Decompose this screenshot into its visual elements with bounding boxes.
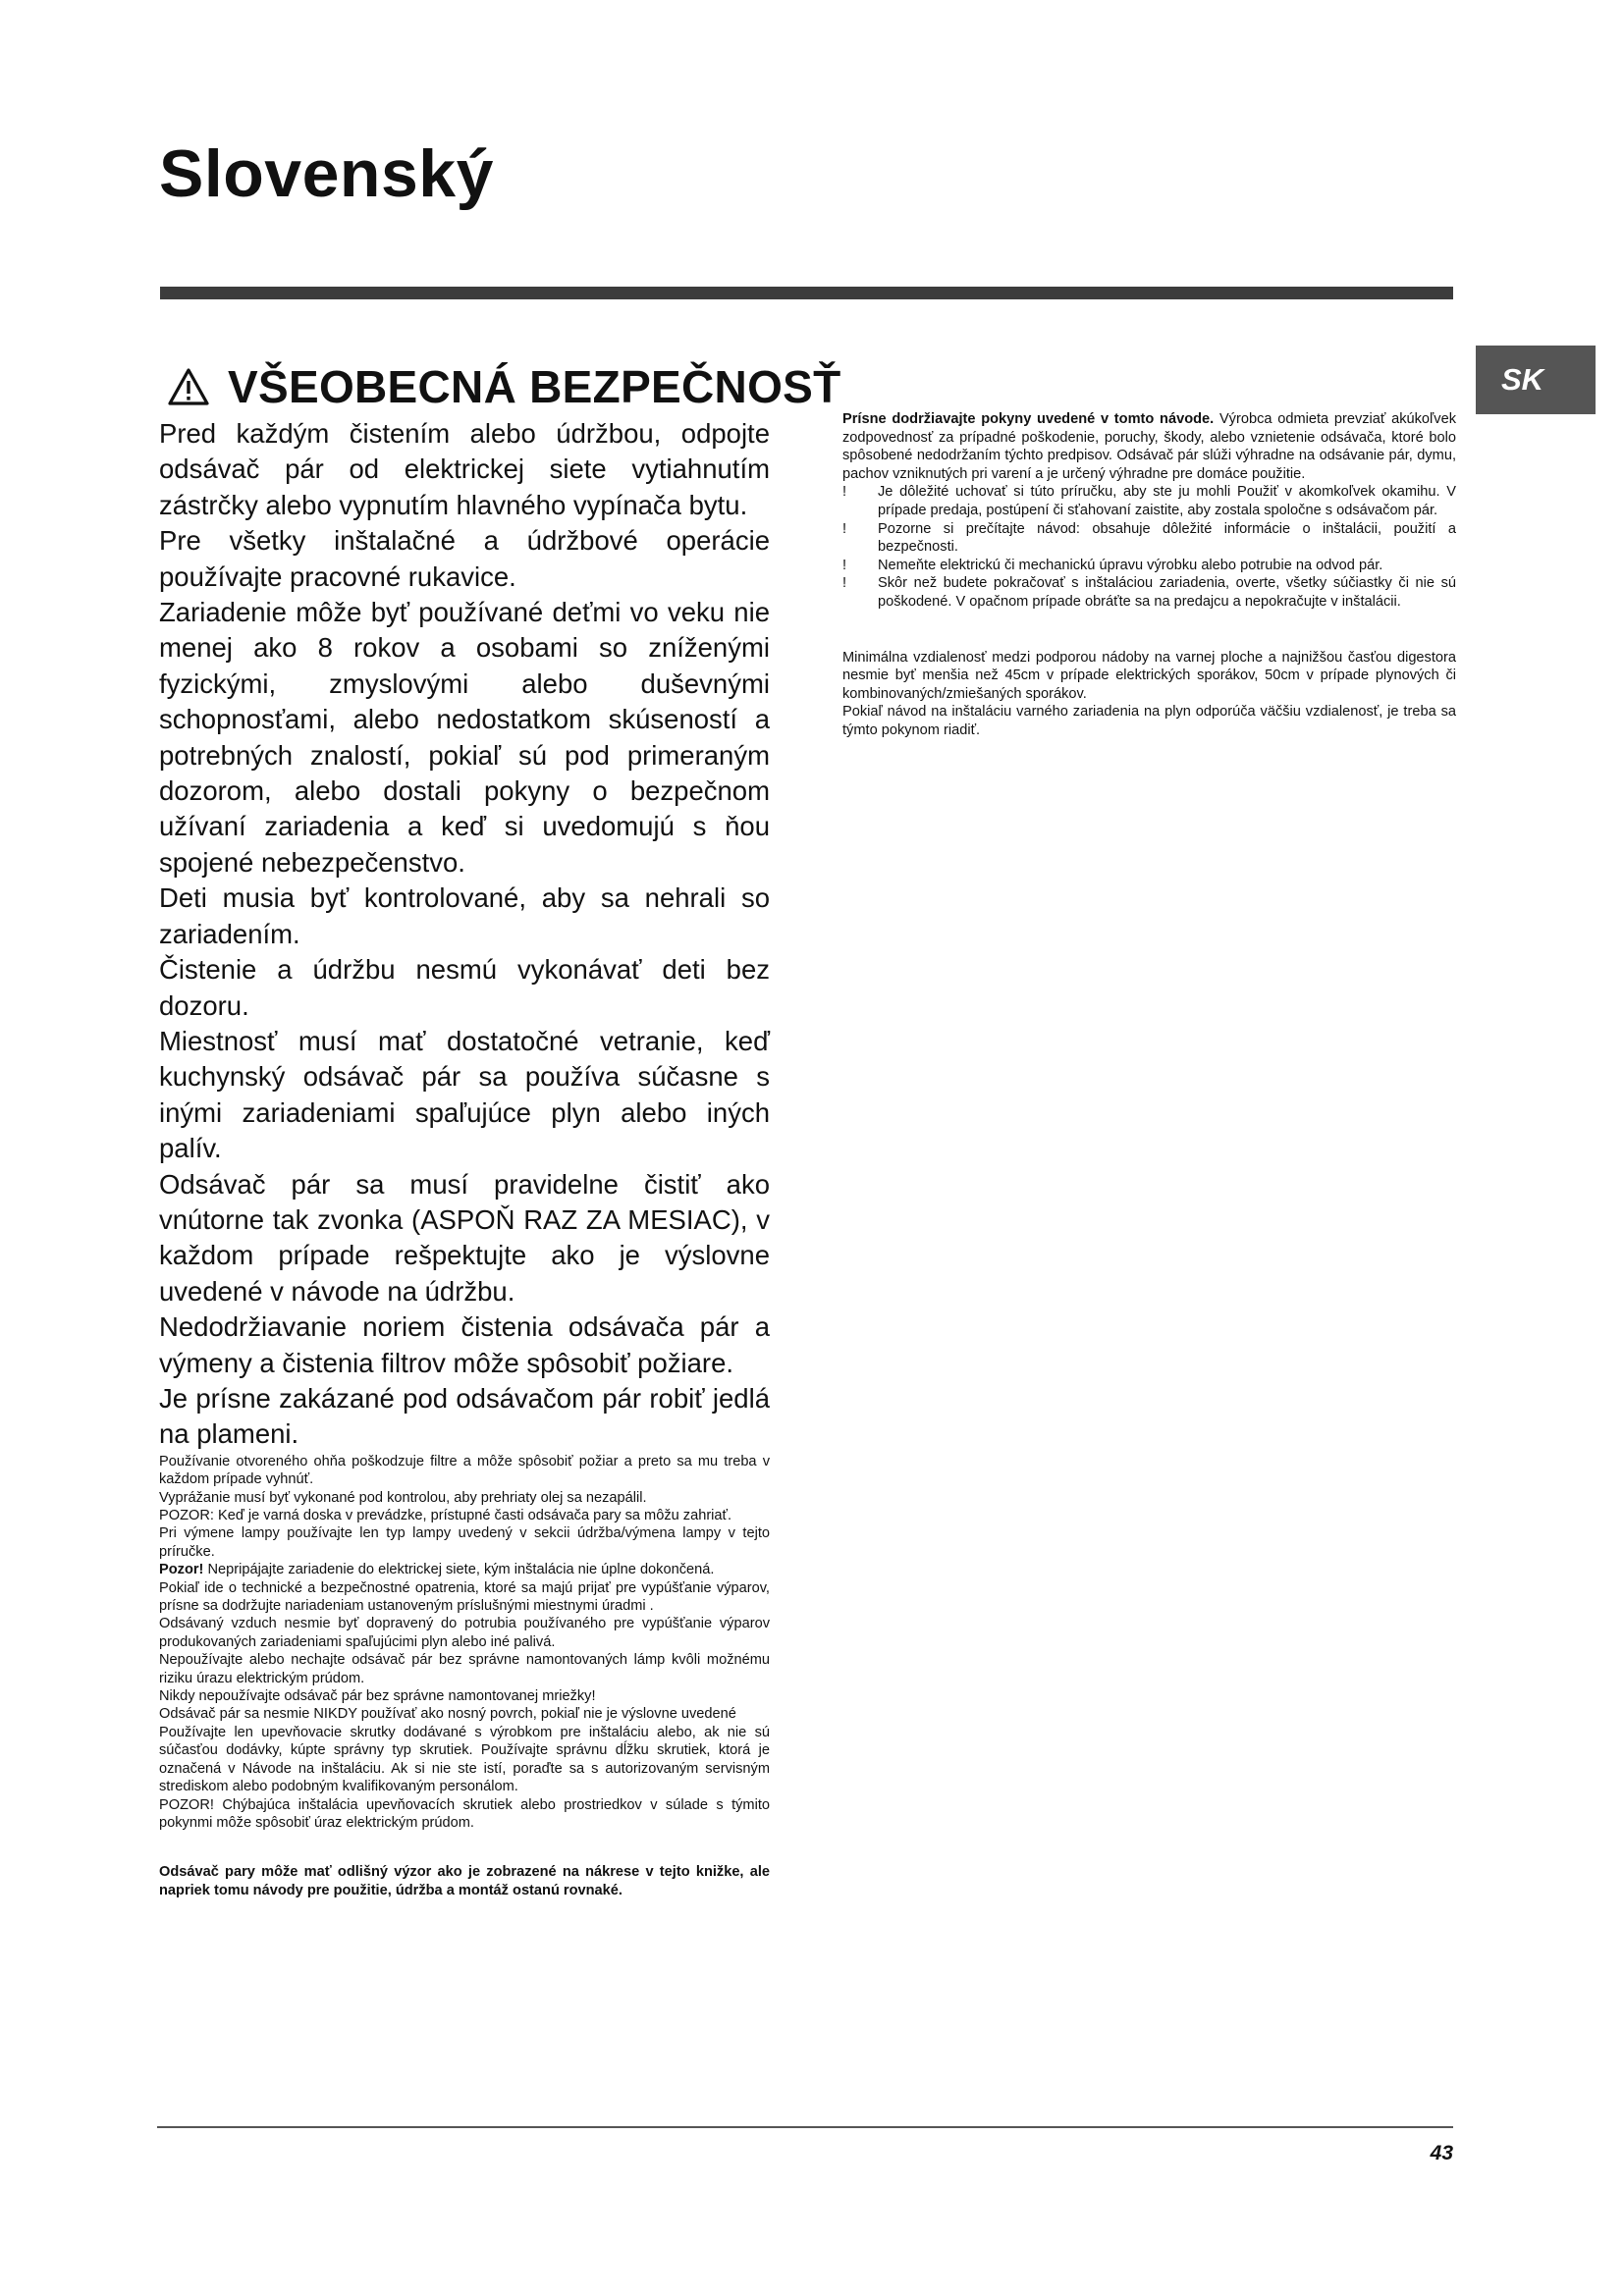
list-item [842,574,1456,611]
pozor-label: Pozor! [159,1562,204,1578]
pozor-text: Nepripájajte zariadenie do elektrickej siete, kým inštalácia nie úplne dokončená. [203,1562,715,1578]
exclamation-mark: ! [842,557,847,573]
distance-paragraph: Minimálna vzdialenosť medzi podporou nádoby na varnej ploche a najnižšou časťou digestora nesmie byť menšia než 45cm v prípade elektrických sporákov, 50cm v prípade plynových či kombinovaných/zmiešaných sporákov. [842,649,1456,702]
exclamation-mark: ! [842,520,847,537]
instruction-list [842,483,1456,611]
distance-note: Pokiaľ návod na inštaláciu varného zariadenia na plyn odporúča väčšiu vzdialenosť, je treba sa týmto pokynom riadiť. [842,704,1456,738]
warning-paragraph: Odsávač pár sa musí pravidelne čistiť ako vnútorne tak zvonka (ASPOŇ RAZ ZA MESIAC), v každom prípade rešpektujte ako je výslovne uvedené v návode na údržbu. [159,1168,770,1307]
left-column [159,361,841,1899]
appearance-notice [159,1863,770,1899]
large-warnings [159,416,770,1453]
warning-paragraph: Pred každým čistením alebo údržbou, odpojte odsávač pár od elektrickej siete vytiahnutím zástrčky alebo vypnutím hlavného vypínača bytu. [159,418,770,520]
distance-section [842,649,1456,740]
warning-paragraph: Deti musia byť kontrolované, aby sa nehrali so zariadením. [159,882,770,949]
warning-paragraph: Nedodržiavanie noriem čistenia odsávača pár a výmeny a čistenia filtrov môže spôsobiť požiare. [159,1311,770,1378]
exclamation-mark: ! [842,575,847,592]
footer-rule [157,2126,1453,2128]
list-item-text: Nemeňte elektrickú či mechanickú úpravu výrobku alebo potrubie na odvod pár. [878,557,1383,573]
warning-paragraph: Čistenie a údržbu nesmú vykonávať deti bez dozoru. [159,954,770,1021]
small-warnings [159,1453,770,1833]
small-paragraph: Odsávač pár sa nesmie NIKDY používať ako nosný povrch, pokiaľ nie je výslovne uvedené [159,1706,736,1723]
appearance-notice-text: Odsávač pary môže mať odlišný výzor ako je zobrazené na nákrese v tejto knižke, ale napriek tomu návody pre použitie, údržba a montáž ostanú rovnaké. [159,1864,770,1898]
header-rule [160,287,1453,299]
small-paragraph: Nikdy nepoužívajte odsávač pár bez správne namontovanej mriežky! [159,1688,596,1705]
list-item [842,483,1456,519]
warning-paragraph: Pre všetky inštalačné a údržbové operácie používajte pracovné rukavice. [159,525,770,592]
list-item-text: Skôr než budete pokračovať s inštaláciou zariadenia, overte, všetky súčiastky či nie sú poškodené. V opačnom prípade obráťte sa na predajcu a nepokračujte v inštalácii. [878,575,1456,610]
list-item-text: Je dôležité uchovať si túto príručku, aby ste ju mohli Použiť v akomkoľvek okamihu. V prípade predaja, postúpení či sťahovaní zaistite, aby zostala spoločne s odsávačom pár. [878,484,1456,518]
warning-triangle-icon [167,367,210,406]
small-paragraph: POZOR: Keď je varná doska v prevádzke, prístupné časti odsávača pary sa môžu zahriať. [159,1508,732,1523]
section-heading-text: VŠEOBECNÁ BEZPEČNOSŤ [228,361,841,412]
warning-paragraph: Zariadenie môže byť používané deťmi vo veku nie menej ako 8 rokov a osobami so zníženými fyzickými, zmyslovými alebo duševnými schopnosťami, alebo nedostatkom skúseností a potrebných znalostí, pokiaľ sú pod primeraným dozorom, alebo dostali pokyny o bezpečnom užívaní zariadenia a keď si uvedomujú s ňou spojené nebezpečenstvo. [159,597,770,878]
small-paragraph: POZOR! Chýbajúca inštalácia upevňovacích skrutiek alebo prostriedkov v súlade s týmito pokynmi môže spôsobiť úraz elektrickým prúdom. [159,1796,770,1831]
language-tab: SK [1476,346,1596,414]
small-paragraph: Vyprážanie musí byť vykonané pod kontrolou, aby prehriaty olej sa nezapálil. [159,1489,647,1506]
page-number: 43 [1430,2142,1453,2164]
right-column [842,410,1456,740]
small-paragraph: Používajte len upevňovacie skrutky dodávané s výrobkom pre inštaláciu alebo, ak nie sú súčasťou dodávky, kúpte správny typ skrutiek. Používajte správnu dĺžku skrutiek, ktorá je označená v Návode na inštaláciu. Ak si nie ste istí, poraďte sa s autorizovaným servisným strediskom alebo podobným kvalifikovaným personálom. [159,1724,770,1795]
section-heading [159,361,841,412]
page-title: Slovenský [159,136,494,211]
intro-bold: Prísne dodržiavajte pokyny uvedené v tomto návode. [842,411,1215,427]
exclamation-mark: ! [842,484,847,501]
warning-paragraph: Miestnosť musí mať dostatočné vetranie, keď kuchynský odsávač pár sa používa súčasne s inými zariadeniami spaľujúce plyn alebo iných palív. [159,1025,770,1164]
pozor-paragraph [159,1561,770,1578]
list-item [842,557,1456,575]
small-paragraph: Používanie otvoreného ohňa poškodzuje filtre a môže spôsobiť požiar a preto sa mu treba v každom prípade vyhnúť. [159,1453,770,1488]
warning-paragraph: Je prísne zakázané pod odsávačom pár robiť jedlá na plameni. [159,1382,770,1450]
small-paragraph: Pokiaľ ide o technické a bezpečnostné opatrenia, ktoré sa majú prijať pre vypúšťanie výparov, prísne sa dodržujte nariadeniam ustanoveným príslušnými miestnymi úradmi . [159,1579,770,1615]
small-paragraph: Pri výmene lampy používajte len typ lampy uvedený v sekcii údržba/výmena lampy v tejto príručke. [159,1525,770,1560]
list-item [842,520,1456,557]
small-paragraph: Odsávaný vzduch nesmie byť dopravený do potrubia používaného pre vypúšťanie výparov produkovaných zariadeniami spaľujúcimi plyn alebo iné palivá. [159,1616,770,1650]
small-paragraph: Nepoužívajte alebo nechajte odsávač pár bez správne namontovaných lámp kvôli možnému riziku úrazu elektrickým prúdom. [159,1652,770,1686]
intro-paragraph [842,410,1456,483]
intro-text: Výrobca odmieta prevziať akúkoľvek zodpovednosť za prípadné poškodenie, poruchy, škody, alebo vznietenie odsávača, ktoré bolo spôsobené nedodržaním týchto predpisov. Odsávač pár slúži výhradne na odsávanie pár, dymu, pachov vzniknutých pri varení a je určený výhradne pre domáce použitie. [842,411,1456,482]
list-item-text: Pozorne si prečítajte návod: obsahuje dôležité informácie o inštalácii, použití a bezpečnosti. [878,520,1456,556]
